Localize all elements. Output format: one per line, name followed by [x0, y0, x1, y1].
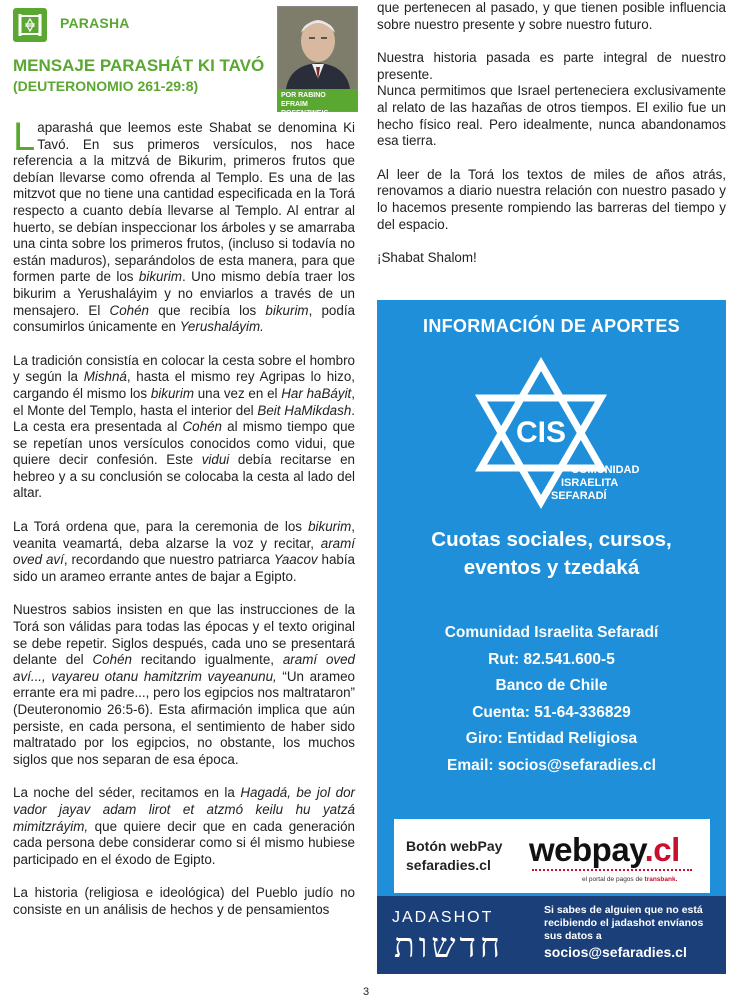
info-tagline [377, 526, 726, 582]
text-italic: Beit HaMikdash [257, 402, 352, 418]
text: , recordando que nuestro patriarca [63, 552, 274, 568]
jadashot-email[interactable]: socios@sefaradies.cl [544, 944, 687, 960]
text: “Un arameo errante era mi padre..., pero los egipcios nos maltrataron” (Deuteronomio 26:5-6). Esta afirmación implica que aún persiste, en cada persona, el sentimiento de haber sido maltratado por los egipcios, no obstante, los muchos siglos que nos separan de esa época. [13, 668, 355, 767]
text: Nuestros sabios insisten en que las instrucciones de la Torá son válidas para todas las épocas y el texto original se debe repetir. Siglos después, cada uno se presentará delante del [13, 602, 355, 668]
tagline-line1: Cuotas sociales, cursos, [431, 528, 672, 551]
author-caption [278, 89, 357, 117]
text-italic: Cohén [182, 419, 222, 435]
article-left-column [13, 115, 356, 919]
author-caption-line2: EFRAIM ROSENZWEIG [281, 101, 329, 117]
paragraph-1 [13, 115, 356, 336]
detail-rut: Rut: 82.541.600-5 [488, 650, 615, 668]
paragraph-4 [13, 602, 355, 768]
webpay-button-text[interactable] [406, 837, 502, 875]
author-photo [277, 6, 358, 117]
drop-cap: L [13, 115, 36, 159]
text: . La cesta era presentada al [13, 402, 355, 435]
jadashot-banner [377, 896, 726, 974]
jadashot-hebrew: חדשות [394, 926, 504, 966]
text-italic: Hagadá, be jol dor vador jayav adam lirot et atzmó keilu hu yatzá mimitzráyim, [13, 785, 355, 834]
text-italic: Mishná [83, 369, 127, 385]
text: , el Monte del Templo, hasta el interior del [13, 385, 355, 418]
text: La tradición consistía en colocar la cesta sobre el hombro y según la [13, 352, 355, 385]
text-italic: Cohén [92, 652, 132, 668]
detail-bank: Banco de Chile [495, 677, 608, 694]
text: La Torá ordena que, para la ceremonia de los [13, 519, 309, 535]
article-title: MENSAJE PARASHÁT KI TAVÓ [13, 56, 265, 75]
section-label: PARASHA [60, 15, 130, 31]
torah-scroll-icon [13, 8, 47, 42]
text-italic: bikurim [138, 269, 183, 285]
contributions-info-box [377, 300, 726, 974]
closing-greeting: ¡Shabat Shalom! [377, 250, 477, 266]
text-italic: bikurim [150, 385, 194, 401]
webpay-sub-text: el portal de pagos de [582, 876, 645, 883]
logo-line2: ISRAELITA [561, 477, 619, 489]
cis-star-logo [459, 360, 649, 510]
text: una vez en el [193, 385, 282, 401]
text: había sido un arameo errante antes de bajar a Egipto. [13, 552, 356, 584]
bank-details [377, 620, 726, 779]
detail-account: Cuenta: 51-64-336829 [472, 703, 631, 721]
text-italic: Yaacov [273, 552, 318, 568]
article-right-column [377, 0, 726, 284]
text-italic: aramí oved aví..., vayareu otanu hamitzrim vayeanunu, [13, 652, 355, 684]
paragraph-8 [377, 50, 726, 150]
text-italic: Yerushaláyim. [179, 319, 264, 335]
text: , podía consumirlos únicamente en [13, 302, 355, 335]
text: debía recitarse en hebreo y a su conclusión se colocaba la cesta al lado del altar. [13, 452, 355, 501]
paragraph-9: Al leer de la Torá los textos de miles de años atrás, renovamos a diario nuestra relación con nuestro pasado y lo hacemos presente rompiendo las barreras del tiempo y del espacio. [377, 166, 726, 232]
webpay-logo-main: webpay [529, 831, 645, 868]
paragraph-5 [13, 785, 355, 868]
logo-text: CIS [515, 416, 567, 449]
webpay-subtitle [582, 876, 677, 883]
text-italic: aramí oved aví [13, 535, 355, 568]
text-italic: vidui [201, 452, 230, 468]
tagline-line2: eventos y tzedaká [463, 556, 640, 579]
webpay-box[interactable] [394, 819, 710, 893]
webpay-dotted-line [532, 869, 692, 873]
logo-line3: SEFARADÍ [551, 490, 607, 502]
text-italic: Har haBáyit [281, 385, 352, 401]
webpay-logo [529, 831, 680, 869]
transbank-brand: transbank. [644, 876, 678, 883]
text: que recibía los [149, 302, 266, 318]
logo-line1: COMUNIDAD [571, 464, 640, 476]
text: , veanita veamartá, deba alzarse la voz y recitar, [13, 519, 355, 551]
text: aparashá que leemos este Shabat se denomina Ki Tavó. En sus primeros versículos, nos hace referencia a la mitzvá de Bikurim, primeros frutos que debían llevarse como ofrenda al Templo. Es una de las mitzvot que no tiene una cantidad especificada en la Torá respecto a cuanto debía llevarse al Templo. Al entrar al huerto, se debían inspeccionar los árboles y se amarraba una cinta sobre los primeros frutos, (incluso si todavía no están maduros), separándolos de esta manera, para que formen parte de los [13, 120, 355, 285]
author-caption-line1: POR RABINO [281, 92, 326, 99]
paragraph-2 [13, 353, 355, 502]
text: recitando igualmente, [131, 652, 283, 668]
page-number: 3 [363, 986, 370, 998]
text: al mismo tiempo que se repetían unos versículos conocidos como vidui, que quiere decir confesión. Este [13, 419, 355, 468]
text-italic: bikurim [308, 519, 352, 535]
article-subtitle: (DEUTERONOMIO 261-29:8) [13, 78, 199, 94]
paragraph-3 [13, 519, 355, 585]
detail-giro: Giro: Entidad Religiosa [465, 730, 638, 747]
jadashot-wordmark: JADASHOT [392, 909, 494, 926]
webpay-logo-cl: .cl [644, 831, 680, 868]
text: La noche del séder, recitamos en la [13, 785, 241, 801]
jadashot-info: Si sabes de alguien que no está recibiendo el jadashot envíanos sus datos a [544, 904, 704, 942]
pay-line2[interactable]: sefaradies.cl [406, 857, 491, 873]
info-box-title: INFORMACIÓN DE APORTES [423, 316, 680, 336]
text: , hasta el mismo rey Agripas lo hizo, cargando él mismo los [13, 369, 356, 401]
detail-organization: Comunidad Israelita Sefaradí [444, 624, 659, 641]
author-portrait [278, 7, 357, 89]
paragraph-6: La historia (religiosa e ideológica) del Pueblo judío no consiste en un análisis de hechos y de pensamientos [13, 885, 355, 917]
pay-line1: Botón webPay [406, 838, 503, 854]
text-italic: Cohén [109, 302, 149, 318]
text: Nunca permitimos que Israel perteneciera exclusivamente al relato de las hazañas de otros tiempos. El exilio fue un hecho físico real. Pero idealmente, nunca abandonamos esa tierra. [377, 83, 726, 149]
detail-email[interactable]: Email: socios@sefaradies.cl [447, 756, 656, 774]
text-italic: bikurim [265, 302, 309, 318]
paragraph-7: que pertenecen al pasado, y que tienen posible influencia sobre nuestro presente y sobre nuestro futuro. [377, 0, 726, 32]
text: . Uno mismo debía traer los bikurim a Yerushaláyim y no enviarlos a través de un mensajero. El [13, 269, 356, 318]
text: que quiere decir que en cada generación cada persona debe considerar como si él mismo hubiese participado en el éxodo de Egipto. [13, 818, 355, 867]
text: Nuestra historia pasada es parte integral de nuestro presente. [377, 50, 726, 82]
